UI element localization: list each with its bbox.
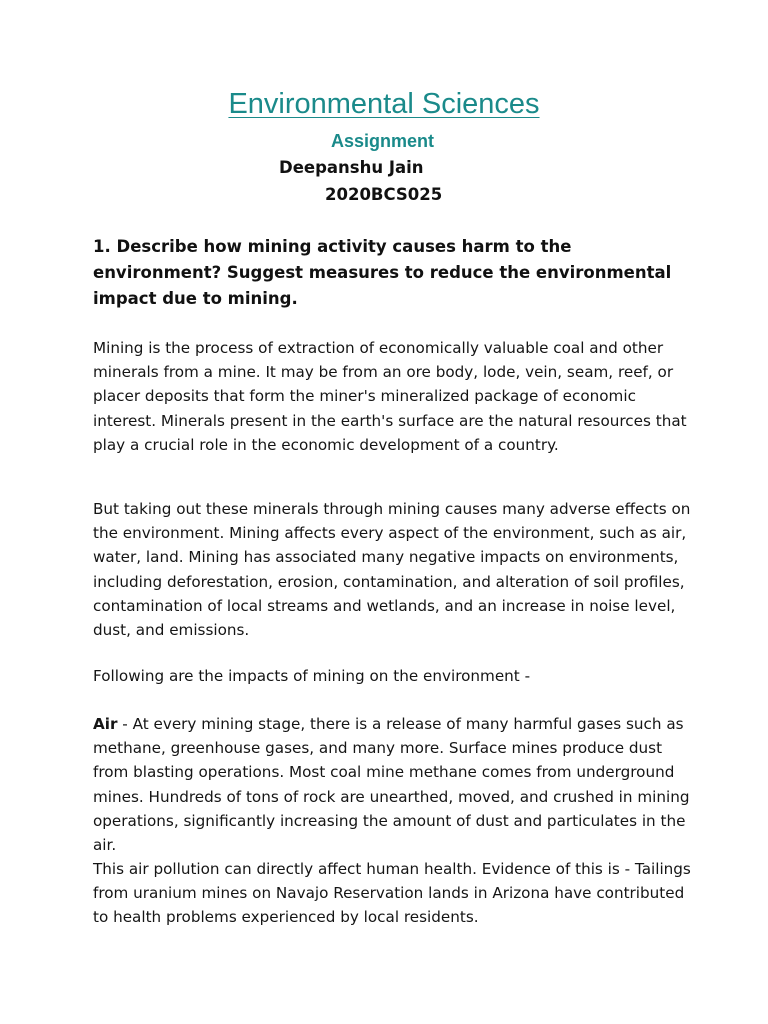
paragraph-air-impact [93,712,693,857]
air-label: Air [93,715,118,733]
paragraph-impacts-intro: Following are the impacts of mining on the environment - [93,667,531,685]
author-name: Deepanshu Jain [279,158,424,177]
paragraph-adverse-effects: But taking out these minerals through mining causes many adverse effects on the environment. Mining affects every aspect of the environment, such as air, water, land. Mining has associated many negative impacts on environments, including deforestation, erosion, contamination, and alteration of soil profiles, contamination of local streams and wetlands, and an increase in noise level, dust, and emissions. [93,500,691,640]
air-text: - At every mining stage, there is a release of many harmful gases such as methane, greenhouse gases, and many more. Surface mines produce dust from blasting operations. Most coal mine methane comes from underground mines. Hundreds of tons of rock are unearthed, moved, and crushed in mining operations, significantly increasing the amount of dust and particulates in the air. [93,715,690,855]
document-title: Environmental Sciences [228,88,540,120]
paragraph-mining-definition: Mining is the process of extraction of economically valuable coal and other minerals from a mine. It may be from an ore body, lode, vein, seam, reef, or placer deposits that form the miner's mineralized package of economic interest. Minerals present in the earth's surface are the natural resources that play a crucial role in the economic development of a country. [93,339,687,454]
paragraph-health-evidence: This air pollution can directly affect human health. Evidence of this is - Tailings from uranium mines on Navajo Reservation lands in Arizona have contributed to health problems experienced by local residents. [93,860,691,927]
roll-number: 2020BCS025 [325,185,443,204]
question-heading: 1. Describe how mining activity causes harm to the environment? Suggest measures to reduce the environmental impact due to mining. [93,237,672,308]
document-subtitle: Assignment [331,131,435,151]
